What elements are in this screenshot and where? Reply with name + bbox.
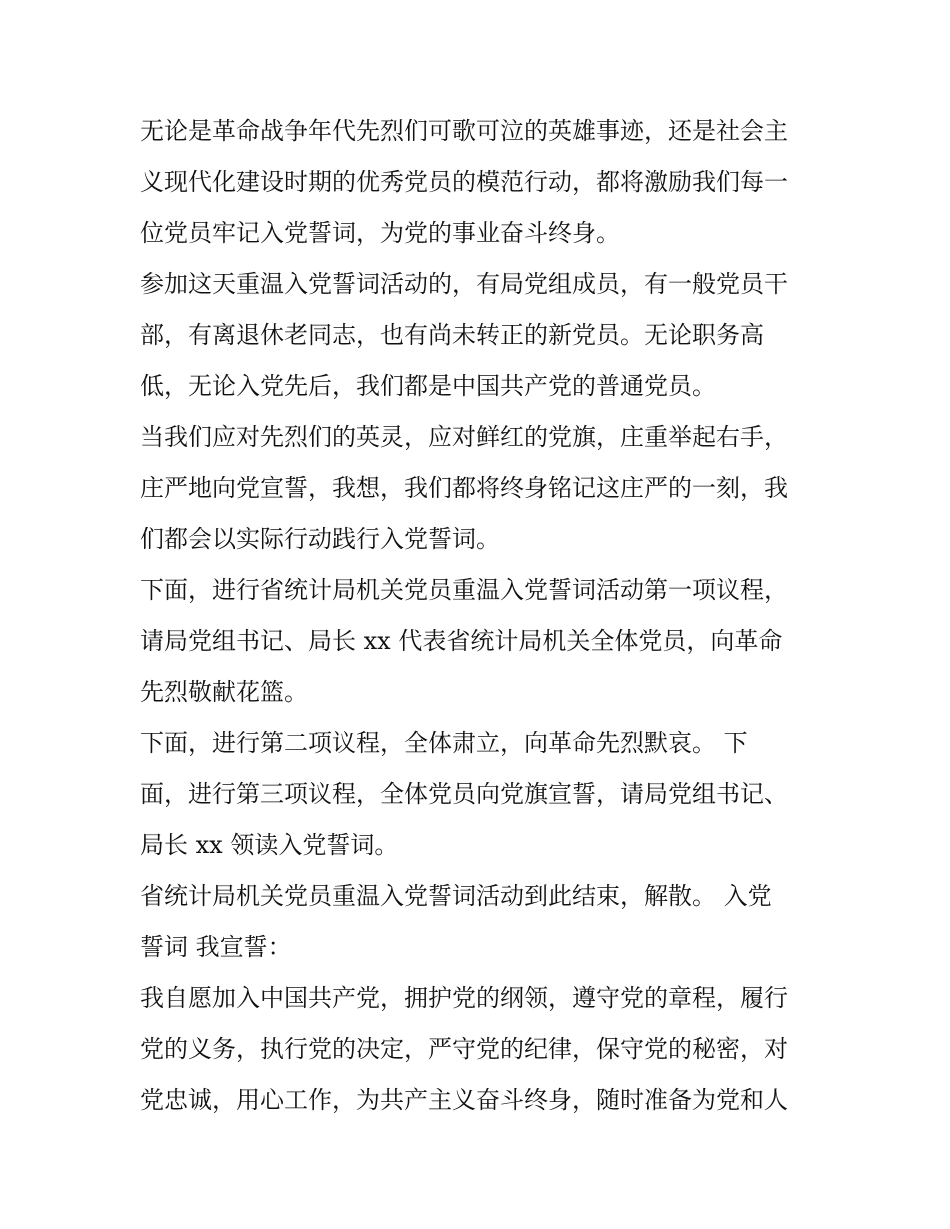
text-line: 誓词 我宣誓： — [140, 933, 292, 961]
text-line: 省统计局机关党员重温入党誓词活动到此结束，解散。 入党 — [140, 882, 772, 910]
text-line: 参加这天重温入党誓词活动的，有局党组成员，有一般党员干 — [140, 270, 788, 298]
text-line: 无论是革命战争年代先烈们可歌可泣的英雄事迹，还是社会主 — [140, 117, 788, 145]
paragraph-6 — [140, 871, 820, 973]
text-line: 下面，进行省统计局机关党员重温入党誓词活动第一项议程， — [140, 576, 788, 604]
text-line: 庄严地向党宣誓，我想，我们都将终身铭记这庄严的一刻，我 — [140, 474, 788, 502]
text-line: 义现代化建设时期的优秀党员的模范行动，都将激励我们每一 — [140, 168, 788, 196]
text-line: 位党员牢记入党誓词，为党的事业奋斗终身。 — [140, 219, 620, 247]
text-line: 先烈敬献花篮。 — [140, 678, 308, 706]
text-line: 请局党组书记、局长 xx 代表省统计局机关全体党员，向革命 — [140, 627, 783, 655]
text-line: 面，进行第三项议程，全体党员向党旗宣誓，请局党组书记、 — [140, 780, 788, 808]
text-line: 下面，进行第二项议程，全体肃立，向革命先烈默哀。 下 — [140, 729, 748, 757]
document-body — [140, 106, 820, 1126]
text-line: 局长 xx 领读入党誓词。 — [140, 831, 399, 859]
text-line: 部，有离退休老同志，也有尚未转正的新党员。无论职务高 — [140, 321, 764, 349]
text-line: 党的义务，执行党的决定，严守党的纪律，保守党的秘密，对 — [140, 1035, 788, 1063]
paragraph-5 — [140, 718, 820, 871]
text-line: 我自愿加入中国共产党，拥护党的纲领，遵守党的章程，履行 — [140, 984, 788, 1012]
text-line: 当我们应对先烈们的英灵，应对鲜红的党旗，庄重举起右手， — [140, 423, 788, 451]
paragraph-2 — [140, 259, 820, 412]
paragraph-7 — [140, 973, 820, 1126]
text-line: 党忠诚，用心工作，为共产主义奋斗终身，随时准备为党和人 — [140, 1086, 788, 1114]
paragraph-3 — [140, 412, 820, 565]
text-line: 低，无论入党先后，我们都是中国共产党的普通党员。 — [140, 372, 716, 400]
paragraph-4 — [140, 565, 820, 718]
paragraph-1 — [140, 106, 820, 259]
text-line: 们都会以实际行动践行入党誓词。 — [140, 525, 500, 553]
